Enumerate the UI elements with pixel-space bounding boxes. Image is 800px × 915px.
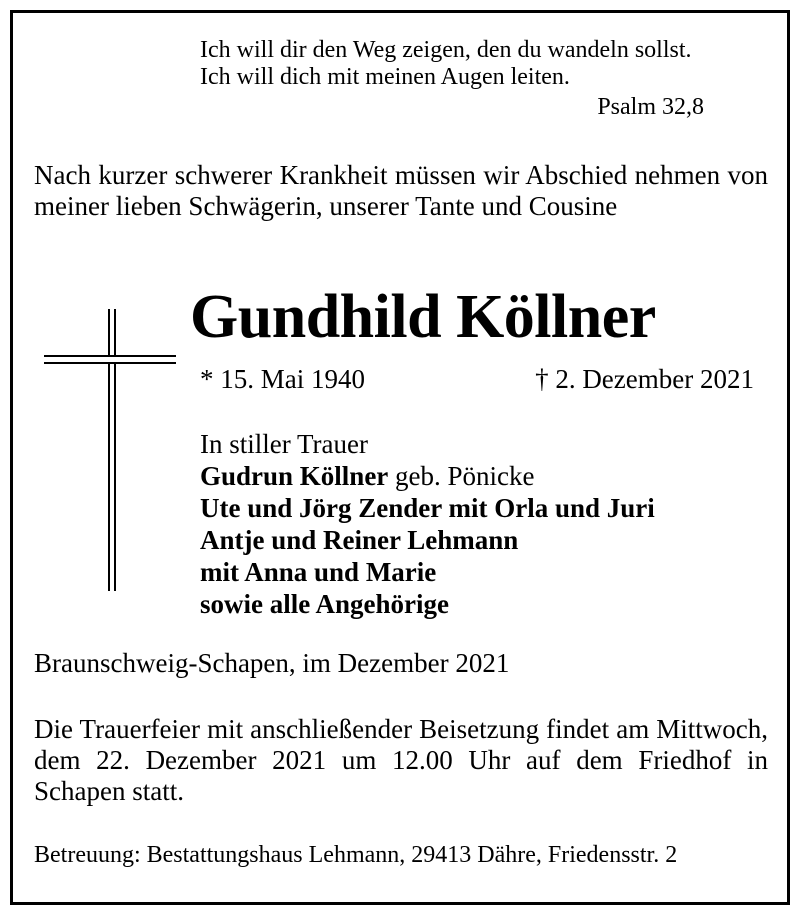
mourner-line-3: Antje und Reiner Lehmann: [200, 525, 519, 555]
mourner-name-bold: Gudrun Köllner: [200, 461, 389, 491]
birth-date: * 15. Mai 1940: [200, 364, 365, 394]
funeral-home-footer: Betreuung: Bestattungshaus Lehmann, 29413 Dähre, Friedensstr. 2: [34, 842, 678, 868]
mourner-line-1: [200, 460, 535, 492]
mourner-line-2: Ute und Jörg Zender mit Orla und Juri: [200, 493, 655, 523]
death-date: † 2. Dezember 2021: [535, 364, 754, 394]
cross-icon-bar: [44, 355, 176, 364]
motto-source: Psalm 32,8: [597, 94, 704, 120]
mourner-line-4: mit Anna und Marie: [200, 557, 437, 587]
motto-line-1: Ich will dir den Weg zeigen, den du wandeln sollst.: [200, 37, 692, 63]
place-and-date: Braunschweig-Schapen, im Dezember 2021: [34, 648, 510, 678]
deceased-name: Gundhild Köllner: [190, 283, 656, 351]
cross-icon: [108, 309, 116, 591]
intro-text: Nach kurzer schwerer Krankheit müssen wir Abschied nehmen von meiner lieben Schwägerin, unserer Tante und Cousine: [34, 160, 768, 221]
motto-line-2: Ich will dich mit meinen Augen leiten.: [200, 64, 570, 90]
mourner-line-5: sowie alle Angehörige: [200, 589, 449, 619]
funeral-info: Die Trauerfeier mit anschließender Beisetzung findet am Mittwoch, dem 22. Dezember 2021 um 12.00 Uhr auf dem Friedhof in Schapen statt.: [34, 714, 768, 806]
mourner-maiden-name: geb. Pönicke: [388, 461, 535, 491]
mourning-heading: In stiller Trauer: [200, 429, 368, 459]
